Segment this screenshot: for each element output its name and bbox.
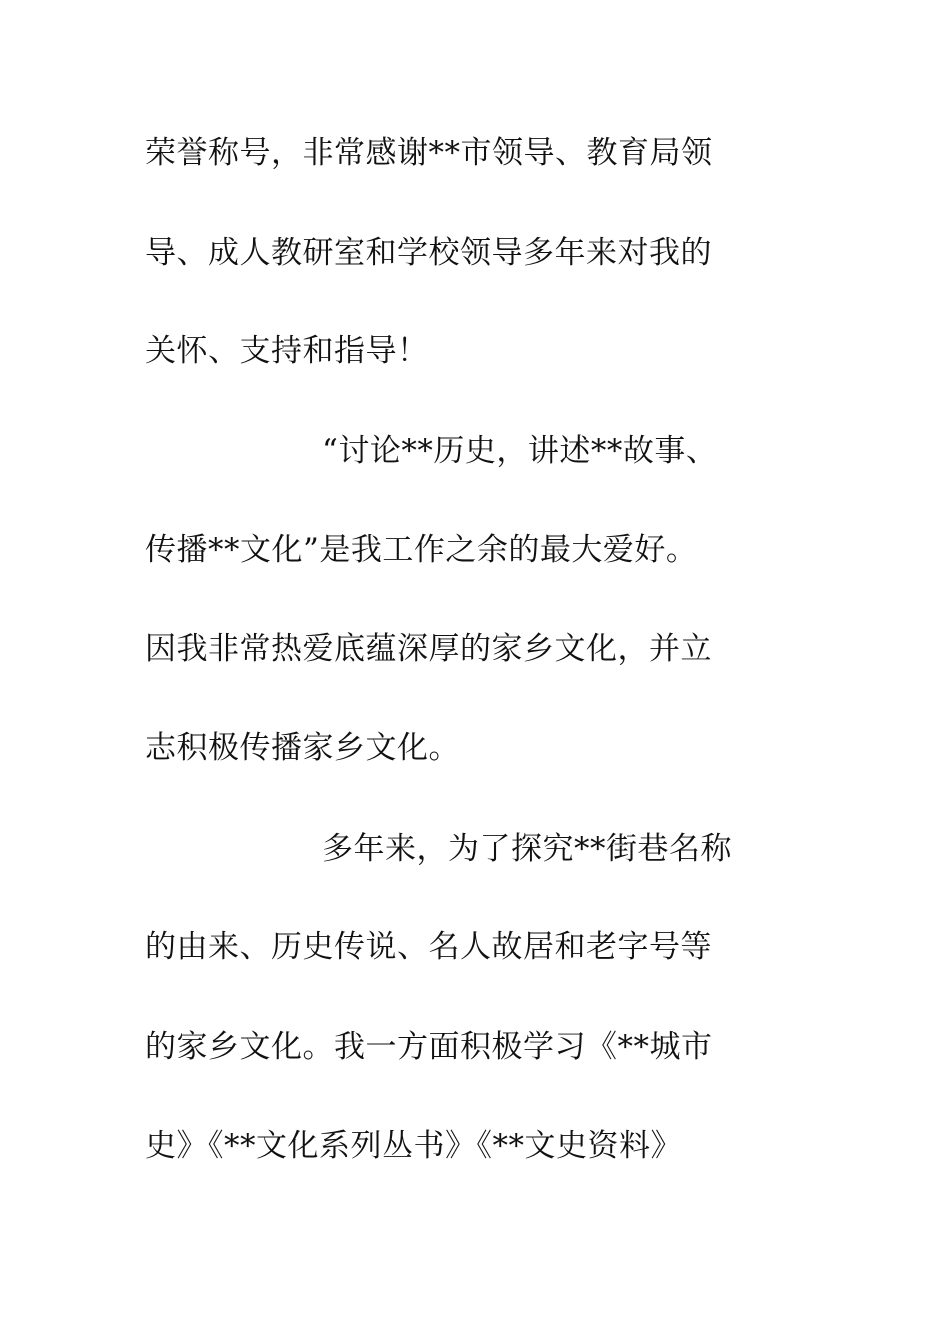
text-line: 的家乡文化。我一方面积极学习《**城市 [145,1029,713,1065]
text-line: 传播**文化”是我工作之余的最大爱好。 [145,532,698,568]
text-line: 因我非常热爱底蕴深厚的家乡文化，并立 [145,631,712,667]
text-line: 的由来、历史传说、名人故居和老字号等 [145,929,712,965]
text-line: 荣誉称号，非常感谢**市领导、教育局领 [145,135,713,171]
paragraph-start-line: “讨论**历史，讲述**故事、 [322,433,718,469]
text-line: 导、成人教研室和学校领导多年来对我的 [145,235,712,271]
text-line: 史》《**文化系列丛书》《**文史资料》 [145,1128,682,1164]
text-line: 志积极传播家乡文化。 [145,730,460,766]
paragraph-start-line: 多年来，为了探究**街巷名称 [322,831,732,867]
text-line: 关怀、支持和指导！ [145,333,429,369]
